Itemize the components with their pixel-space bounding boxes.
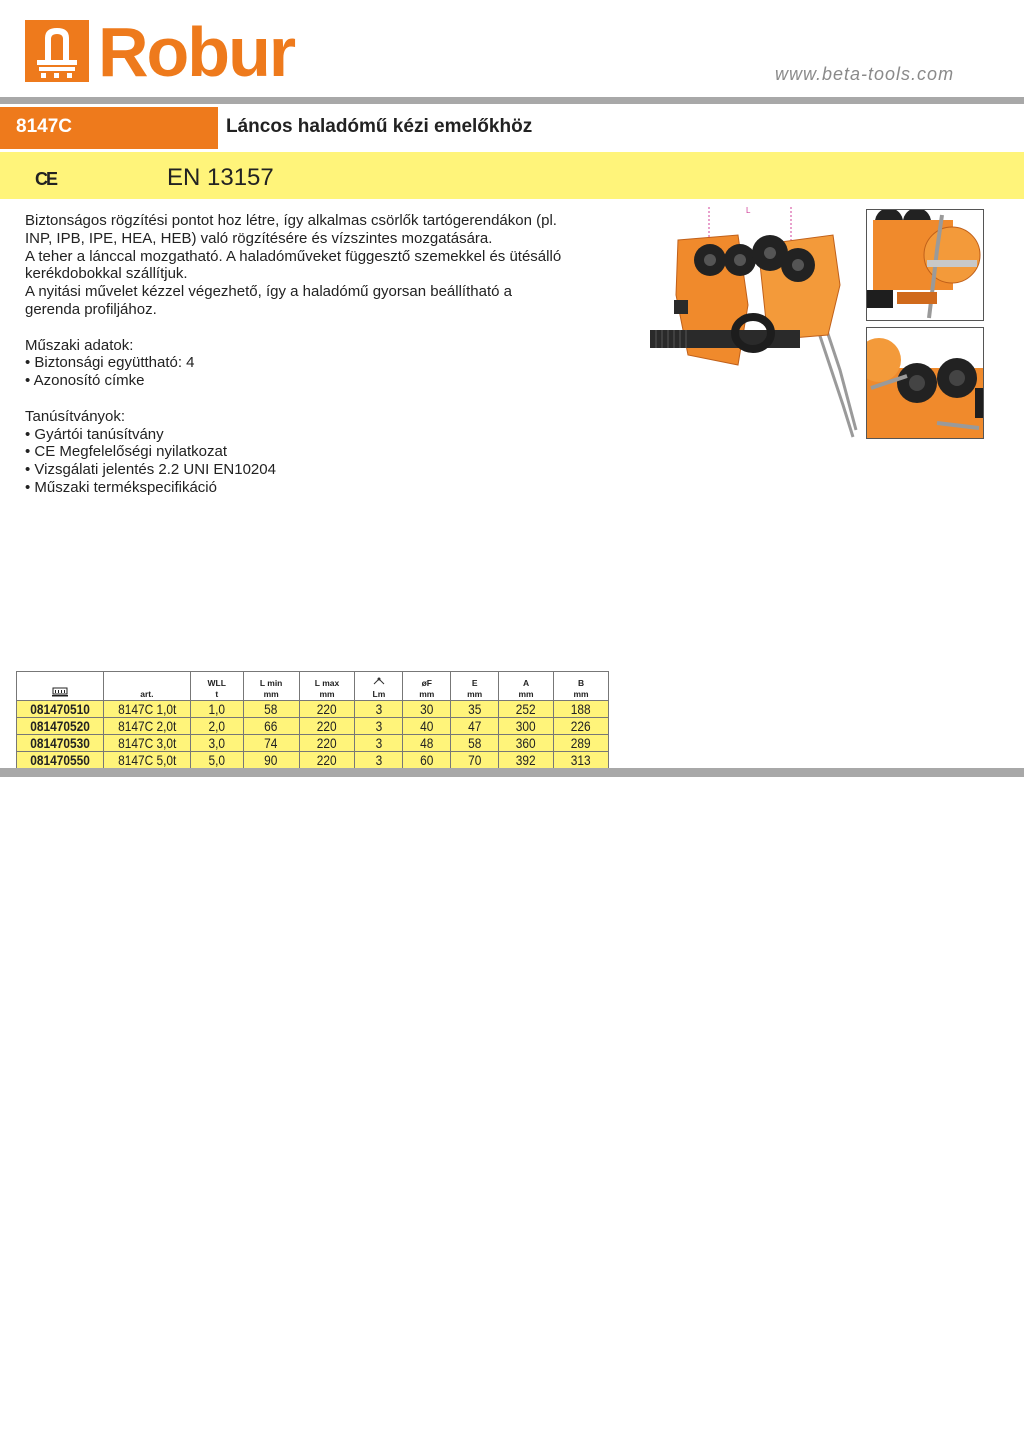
- dimension-label: L: [746, 206, 751, 215]
- table-cell: 66: [243, 718, 299, 735]
- certificate-item: • Vizsgálati jelentés 2.2 UNI EN10204: [25, 461, 276, 479]
- table-row: [17, 701, 609, 718]
- standards-band: [0, 152, 1024, 199]
- description-line: gerenda profiljához.: [25, 300, 157, 318]
- table-cell: 35: [451, 701, 499, 718]
- table-cell: 60: [403, 752, 451, 769]
- table-cell: 3: [355, 752, 403, 769]
- product-description: [25, 212, 625, 497]
- table-cell: 8147C 5,0t: [103, 752, 190, 769]
- tech-data-item: • Azonosító címke: [25, 372, 145, 390]
- table-cell: 58: [451, 735, 499, 752]
- column-header-lmin: L min mm: [243, 672, 299, 701]
- description-line: kerékdobokkal szállítjuk.: [25, 265, 188, 283]
- table-cell: 3: [355, 718, 403, 735]
- table-cell: 226: [554, 718, 609, 735]
- table-cell: 5,0: [190, 752, 243, 769]
- table-cell: 3,0: [190, 735, 243, 752]
- table-cell: 40: [403, 718, 451, 735]
- table-cell: 220: [299, 752, 355, 769]
- table-row: [17, 718, 609, 735]
- footer-divider: [0, 768, 1024, 777]
- column-header-a: A mm: [499, 672, 554, 701]
- tech-data-item: • Biztonsági együttható: 4: [25, 354, 195, 372]
- product-title: Láncos haladómű kézi emelőkhöz: [226, 116, 533, 137]
- article-code-cell: 081470510: [17, 701, 104, 718]
- table-cell: 188: [554, 701, 609, 718]
- robur-logo-icon: [25, 20, 89, 82]
- column-header-e: E mm: [451, 672, 499, 701]
- detail-image-side: [866, 209, 984, 321]
- table-row: [17, 752, 609, 769]
- article-code-cell: 081470550: [17, 752, 104, 769]
- table-cell: 252: [499, 701, 554, 718]
- table-cell: 90: [243, 752, 299, 769]
- description-line: A nyitási művelet kézzel végezhető, így a haladómű gyorsan beállítható a: [25, 283, 512, 301]
- certificate-item: • Gyártói tanúsítvány: [25, 425, 164, 443]
- standard-number: EN 13157: [167, 164, 274, 191]
- table-cell: 3: [355, 735, 403, 752]
- specification-table: [16, 671, 609, 769]
- chain-length-icon: [372, 677, 386, 686]
- website-url: www.beta-tools.com: [775, 64, 955, 84]
- table-cell: 8147C 2,0t: [103, 718, 190, 735]
- table-cell: 2,0: [190, 718, 243, 735]
- column-header-b: B mm: [554, 672, 609, 701]
- table-row: [17, 735, 609, 752]
- table-cell: 3: [355, 701, 403, 718]
- table-cell: 8147C 1,0t: [103, 701, 190, 718]
- table-cell: 220: [299, 718, 355, 735]
- column-header-wll: WLL t: [190, 672, 243, 701]
- ce-mark-icon: CE: [35, 169, 57, 189]
- table-cell: 58: [243, 701, 299, 718]
- certificate-item: • Műszaki termékspecifikáció: [25, 478, 217, 496]
- table-cell: 360: [499, 735, 554, 752]
- table-cell: 48: [403, 735, 451, 752]
- detail-image-wheels: [866, 327, 984, 439]
- table-header-row: [17, 672, 609, 701]
- header-divider: [0, 97, 1024, 104]
- column-header-lmax: L max mm: [299, 672, 355, 701]
- brand-name: Robur: [98, 13, 295, 91]
- table-cell: 220: [299, 701, 355, 718]
- barcode-icon: [52, 687, 68, 697]
- column-header-f: øF mm: [403, 672, 451, 701]
- certificates-heading: Tanúsítványok:: [25, 407, 126, 425]
- column-header-lm: Lm: [355, 672, 403, 701]
- column-header-code: [17, 672, 104, 701]
- article-code-cell: 081470530: [17, 735, 104, 752]
- table-cell: 300: [499, 718, 554, 735]
- column-header-art: art.: [103, 672, 190, 701]
- description-line: Biztonságos rögzítési pontot hoz létre, így alkalmas csörlők tartógerendákon (pl.: [25, 212, 557, 229]
- table-cell: 70: [451, 752, 499, 769]
- table-cell: 30: [403, 701, 451, 718]
- table-cell: 313: [554, 752, 609, 769]
- tech-data-heading: Műszaki adatok:: [25, 336, 134, 354]
- description-line: INP, IPB, IPE, HEA, HEB) való rögzítésére és vízszintes mozgatására.: [25, 229, 493, 247]
- table-cell: 47: [451, 718, 499, 735]
- table-cell: 74: [243, 735, 299, 752]
- trolley-product-image: [648, 205, 860, 440]
- description-line: A teher a lánccal mozgatható. A haladóműveket függesztő szemekkel és ütésálló: [25, 247, 562, 265]
- table-cell: 289: [554, 735, 609, 752]
- table-cell: 220: [299, 735, 355, 752]
- article-code-cell: 081470520: [17, 718, 104, 735]
- table-cell: 1,0: [190, 701, 243, 718]
- certificate-item: • CE Megfelelőségi nyilatkozat: [25, 443, 228, 461]
- table-cell: 8147C 3,0t: [103, 735, 190, 752]
- table-cell: 392: [499, 752, 554, 769]
- product-code: 8147C: [16, 116, 72, 137]
